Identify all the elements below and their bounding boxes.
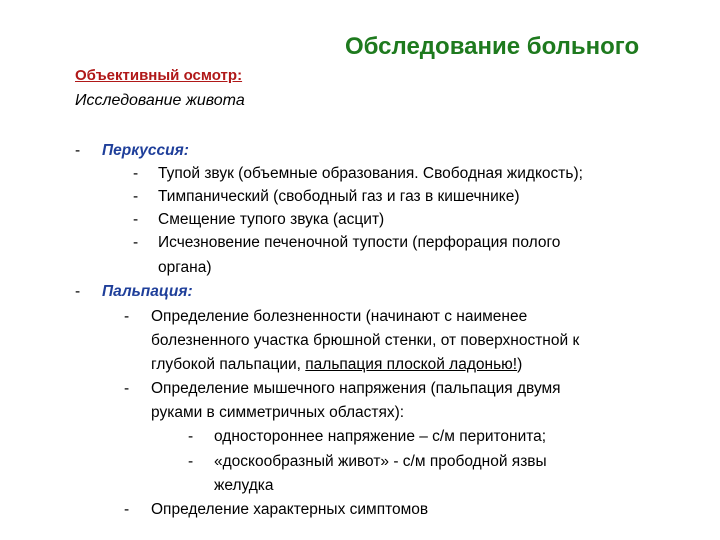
list-item-continuation: органа): [158, 259, 212, 276]
list-dash: -: [133, 234, 139, 251]
percussion-label: Перкуссия:: [102, 142, 189, 159]
list-dash: -: [75, 283, 81, 300]
sub-list-item: одностороннее напряжение – с/м перитонита;: [214, 428, 547, 445]
list-item-continuation: руками в симметричных областях):: [151, 404, 405, 421]
list-dash: -: [133, 211, 139, 228]
sub-list-item: «доскообразный живот» - с/м прободной язвы: [214, 453, 547, 470]
list-dash: -: [133, 165, 139, 182]
list-item: Тимпанический (свободный газ и газ в кишечнике): [158, 188, 520, 205]
palpation-label: Пальпация:: [102, 283, 193, 300]
list-dash: -: [188, 428, 194, 445]
list-item: Определение болезненности (начинают с наименее: [151, 308, 528, 325]
section-subheading: Исследование живота: [75, 92, 245, 109]
slide-title: Обследование больного: [345, 33, 640, 60]
list-item-continuation: болезненного участка брюшной стенки, от поверхностной к: [151, 332, 580, 349]
list-item: Тупой звук (объемные образования. Свободная жидкость);: [158, 165, 583, 182]
list-item: Смещение тупого звука (асцит): [158, 211, 385, 228]
list-item-continuation: [151, 353, 522, 376]
list-item: Определение мышечного напряжения (пальпация двумя: [151, 380, 561, 397]
list-dash: -: [133, 188, 139, 205]
list-item: Определение характерных симптомов: [151, 501, 429, 518]
list-dash: -: [124, 501, 130, 518]
flat-palm-note: пальпация плоской ладонью!: [305, 356, 518, 373]
tenderness-text-end: ): [517, 356, 523, 373]
tenderness-text: глубокой пальпации,: [151, 356, 306, 373]
section-heading: Объективный осмотр:: [75, 67, 243, 84]
list-dash: -: [124, 308, 130, 325]
list-item: Исчезновение печеночной тупости (перфорация полого: [158, 234, 561, 251]
list-dash: -: [75, 142, 81, 159]
list-dash: -: [188, 453, 194, 470]
sub-list-item-continuation: желудка: [214, 477, 274, 494]
list-dash: -: [124, 380, 130, 397]
